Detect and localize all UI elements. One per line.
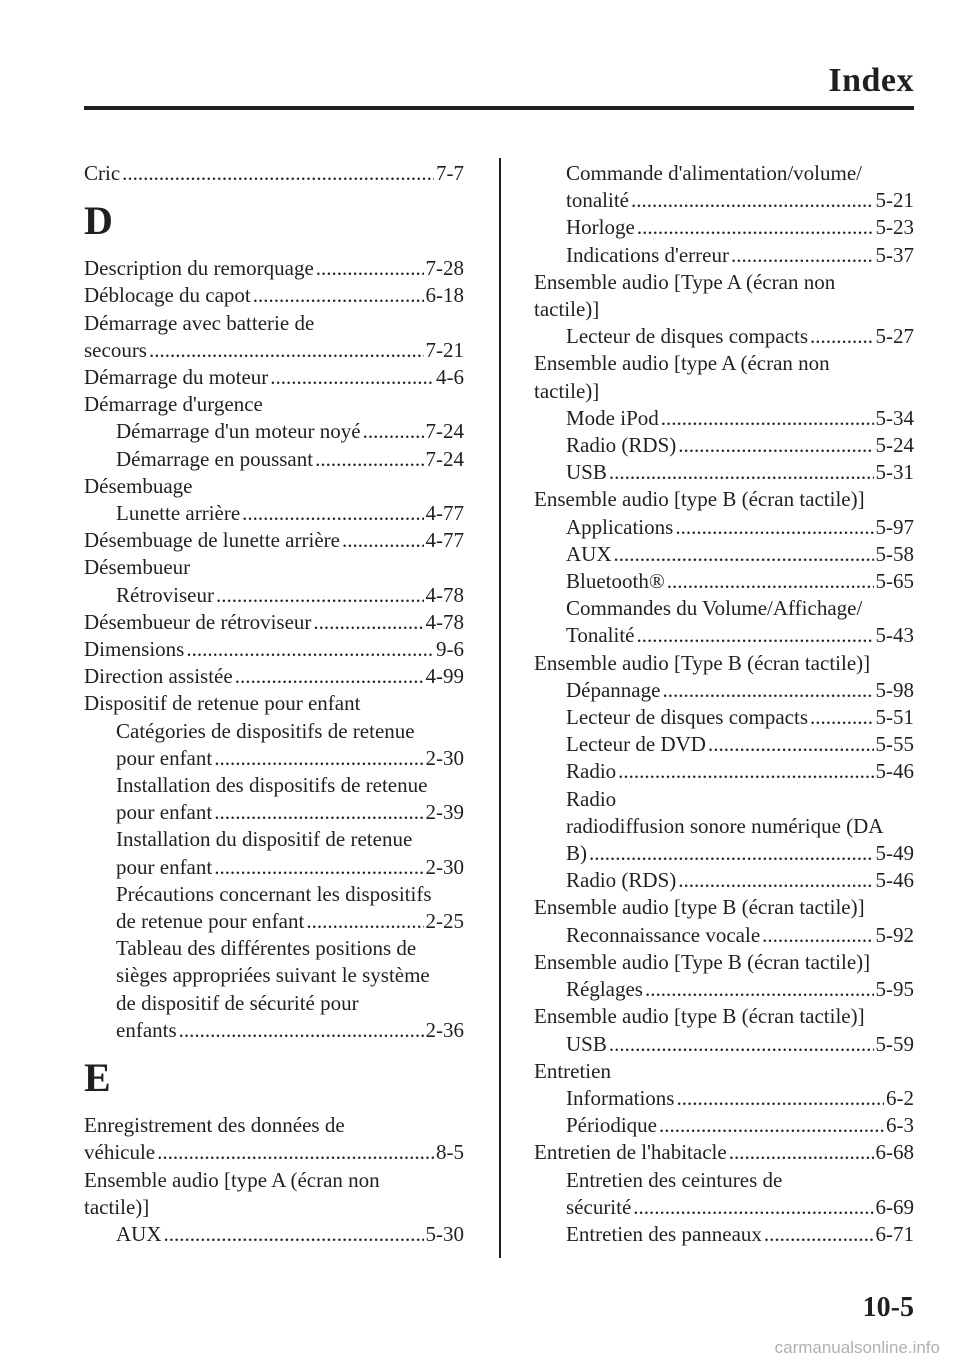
entry-text: Entretien de l'habitacle: [534, 1140, 727, 1165]
entry-heading-text: Ensemble audio [Type B (écran tactile)]: [534, 949, 871, 974]
entry-line: [566, 677, 914, 704]
page-ref: 6-69: [875, 1194, 914, 1219]
page-ref: 5-43: [875, 623, 914, 648]
index-subentry: [534, 1085, 914, 1112]
entry-heading-text: Dispositif de retenue pour enfant: [84, 691, 361, 716]
entry-line: [566, 1221, 914, 1248]
index-entry: [534, 1058, 914, 1085]
entry-text: Tonalité: [566, 623, 635, 648]
index-entry: [534, 1139, 914, 1166]
entry-text: Réglages: [566, 977, 643, 1002]
entry-line: [116, 582, 464, 609]
index-subentry: [84, 772, 464, 826]
dot-leader: [306, 908, 423, 935]
entry-line: [116, 854, 464, 881]
index-entry: [534, 949, 914, 976]
page-ref: 2-39: [425, 800, 464, 825]
dot-leader: [214, 854, 423, 881]
entry-text: véhicule: [84, 1140, 156, 1165]
page-number: 10-5: [862, 1292, 914, 1323]
entry-line: [566, 541, 914, 568]
index-subentry: [84, 446, 464, 473]
entry-text: Périodique: [566, 1113, 657, 1138]
entry-line: [84, 364, 464, 391]
index-subentry: [534, 514, 914, 541]
entry-text: Lunette arrière: [116, 501, 241, 526]
entry-text: Applications: [566, 514, 674, 539]
index-entry: [84, 1167, 464, 1194]
entry-text: Horloge: [566, 215, 635, 240]
index-subentry: [84, 418, 464, 445]
entry-text-line: Catégories de dispositifs de retenue: [116, 718, 415, 743]
dot-leader: [678, 867, 873, 894]
index-subentry: [84, 935, 464, 1044]
dot-leader: [614, 541, 874, 568]
index-column-right: [534, 160, 914, 1248]
entry-text: pour enfant: [116, 745, 213, 770]
entry-line: [566, 1194, 914, 1221]
page-ref: 5-55: [875, 732, 914, 757]
page-ref: 7-24: [425, 446, 464, 471]
dot-leader: [609, 459, 874, 486]
index-subentry: [534, 731, 914, 758]
entry-heading-text: tactile)]: [534, 297, 600, 322]
dot-leader: [214, 799, 423, 826]
entry-heading-text: Ensemble audio [Type A (écran non: [534, 269, 836, 294]
index-subentry: [84, 826, 464, 880]
entry-text: Bluetooth®: [566, 569, 665, 594]
page-ref: 5-92: [875, 922, 914, 947]
index-entry: [534, 1003, 914, 1030]
entry-text: Démarrage en poussant: [116, 446, 314, 471]
page-ref: 5-21: [875, 188, 914, 213]
index-subentry: [84, 881, 464, 935]
dot-leader: [764, 1221, 874, 1248]
entry-line: [566, 840, 914, 867]
page-ref: 7-21: [425, 337, 464, 362]
page-ref: 5-95: [875, 977, 914, 1002]
entry-line: [566, 758, 914, 785]
column-divider: [499, 158, 501, 1258]
index-entry: [84, 527, 464, 554]
index-entry: [84, 310, 464, 364]
entry-line: [566, 405, 914, 432]
entry-heading-text: tactile)]: [534, 378, 600, 403]
entry-line: [566, 323, 914, 350]
entry-line: [116, 908, 464, 935]
dot-leader: [313, 609, 423, 636]
page-ref: 4-77: [425, 501, 464, 526]
entry-text: Démarrage du moteur: [84, 365, 269, 390]
entry-text: Radio (RDS): [566, 433, 677, 458]
index-subentry: [534, 867, 914, 894]
entry-heading-text: Ensemble audio [type B (écran tactile)]: [534, 895, 865, 920]
entry-line: [566, 704, 914, 731]
entry-text: Entretien des panneaux: [566, 1221, 762, 1246]
index-entry: [84, 1194, 464, 1221]
entry-text-line: de dispositif de sécurité pour: [116, 990, 359, 1015]
entry-text: Dépannage: [566, 677, 661, 702]
entry-text: Radio: [566, 759, 617, 784]
entry-line: [116, 1017, 464, 1044]
entry-text-line: sièges appropriées suivant le système: [116, 963, 430, 988]
dot-leader: [242, 500, 423, 527]
dot-leader: [678, 432, 873, 459]
page-ref: 2-25: [425, 909, 464, 934]
index-entry: [84, 282, 464, 309]
page-ref: 4-77: [425, 528, 464, 553]
entry-text: USB: [566, 1031, 607, 1056]
page-ref: 5-59: [875, 1031, 914, 1056]
dot-leader: [270, 364, 434, 391]
entry-text: de retenue pour enfant: [116, 909, 305, 934]
index-subentry: [534, 1112, 914, 1139]
entry-text-line: Enregistrement des données de: [84, 1113, 345, 1138]
entry-line: [566, 1085, 914, 1112]
index-subentry: [534, 1031, 914, 1058]
index-subentry: [84, 718, 464, 772]
dot-leader: [315, 446, 423, 473]
index-column-left: [84, 160, 464, 1248]
index-entry: [84, 255, 464, 282]
index-subentry: [84, 582, 464, 609]
entry-line: [116, 799, 464, 826]
page-ref: 2-30: [425, 854, 464, 879]
entry-heading-text: Désembueur: [84, 555, 191, 580]
entry-line: [84, 636, 464, 663]
entry-text-line: Entretien des ceintures de: [566, 1167, 783, 1192]
entry-line: [116, 418, 464, 445]
index-subentry: [534, 160, 914, 214]
entry-text-line: Installation du dispositif de retenue: [116, 827, 413, 852]
entry-line: [116, 1221, 464, 1248]
entry-heading-text: Entretien: [534, 1058, 611, 1083]
index-entry: [84, 690, 464, 717]
index-entry: [534, 894, 914, 921]
entry-text: Rétroviseur: [116, 582, 214, 607]
page-ref: 4-99: [425, 664, 464, 689]
index-subentry: [534, 242, 914, 269]
index-entry: [84, 554, 464, 581]
entry-heading-text: Ensemble audio [type A (écran non: [534, 351, 830, 376]
entry-text: AUX: [116, 1221, 162, 1246]
entry-text: Déblocage du capot: [84, 283, 251, 308]
page-title: Index: [828, 62, 914, 99]
entry-text-line: Commande d'alimentation/volume/: [566, 161, 862, 185]
entry-text: sécurité: [566, 1194, 632, 1219]
page-ref: 4-6: [436, 365, 464, 390]
entry-text: Indications d'erreur: [566, 242, 729, 267]
dot-leader: [661, 405, 874, 432]
entry-line: [566, 432, 914, 459]
index-entry: [534, 269, 914, 296]
index-entry: [84, 364, 464, 391]
page-ref: 6-3: [886, 1113, 914, 1138]
page-ref: 5-97: [875, 514, 914, 539]
page-ref: 5-58: [875, 541, 914, 566]
page-ref: 5-30: [425, 1221, 464, 1246]
entry-text-line: radiodiffusion sonore numérique (DA: [566, 813, 884, 838]
entry-text: AUX: [566, 541, 612, 566]
page-ref: 5-98: [875, 677, 914, 702]
index-subentry: [534, 459, 914, 486]
entry-heading-text: Désembuage: [84, 473, 193, 498]
dot-leader: [179, 1017, 424, 1044]
page-ref: 5-31: [875, 460, 914, 485]
section-letter: E: [84, 1055, 111, 1101]
entry-heading-text: Ensemble audio [type B (écran tactile)]: [534, 487, 865, 512]
page-ref: 6-18: [425, 283, 464, 308]
entry-text: pour enfant: [116, 854, 213, 879]
dot-leader: [186, 636, 434, 663]
entry-line: [116, 500, 464, 527]
entry-text: Radio (RDS): [566, 868, 677, 893]
dot-leader: [729, 1139, 874, 1166]
dot-leader: [810, 323, 874, 350]
dot-leader: [609, 1031, 874, 1058]
index-subentry: [534, 1167, 914, 1221]
dot-leader: [157, 1139, 434, 1166]
dot-leader: [214, 745, 423, 772]
page-ref: 6-2: [886, 1085, 914, 1110]
index-subentry: [534, 758, 914, 785]
dot-leader: [810, 704, 874, 731]
page-ref: 7-24: [425, 419, 464, 444]
entry-line: [566, 187, 914, 214]
page-ref: 7-7: [436, 161, 464, 185]
index-subentry: [534, 704, 914, 731]
entry-line: [84, 527, 464, 554]
dot-leader: [122, 160, 434, 187]
entry-line: [116, 446, 464, 473]
index-subentry: [534, 976, 914, 1003]
entry-line: [566, 867, 914, 894]
entry-heading-text: Ensemble audio [type A (écran non: [84, 1167, 380, 1192]
entry-line: [84, 609, 464, 636]
watermark: carmanualsonline.info: [774, 1338, 940, 1357]
index-subentry: [534, 922, 914, 949]
entry-text: Lecteur de DVD: [566, 732, 706, 757]
index-entry: [84, 636, 464, 663]
index-entry: [534, 296, 914, 323]
entry-text-line: Commandes du Volume/Affichage/: [566, 596, 863, 621]
index-entry: [84, 663, 464, 690]
index-entry: [84, 609, 464, 636]
page-ref: 5-49: [875, 841, 914, 866]
dot-leader: [667, 568, 874, 595]
index-entry: [84, 473, 464, 500]
dot-leader: [633, 1194, 873, 1221]
entry-text: tonalité: [566, 188, 629, 213]
index-subentry: [534, 541, 914, 568]
entry-line: [566, 514, 914, 541]
index-subentry: [534, 1221, 914, 1248]
index-subentry: [84, 500, 464, 527]
index-subentry: [534, 214, 914, 241]
entry-text: Cric: [84, 161, 121, 185]
page-ref: 4-78: [425, 582, 464, 607]
entry-line: [84, 255, 464, 282]
entry-line: [566, 731, 914, 758]
entry-text: Désembueur de rétroviseur: [84, 609, 312, 634]
entry-text: Dimensions: [84, 637, 185, 662]
section-letter: D: [84, 198, 113, 244]
index-subentry: [534, 677, 914, 704]
page-ref: 2-36: [425, 1017, 464, 1042]
index-subentry: [534, 405, 914, 432]
index-entry: [534, 350, 914, 377]
page-ref: 9-6: [436, 637, 464, 662]
entry-text: enfants: [116, 1017, 177, 1042]
dot-leader: [216, 582, 424, 609]
entry-line: [534, 1139, 914, 1166]
index-subentry: [534, 323, 914, 350]
entry-text-line: Démarrage avec batterie de: [84, 310, 315, 335]
dot-leader: [637, 622, 874, 649]
entry-text: secours: [84, 337, 147, 362]
entry-text: USB: [566, 460, 607, 485]
page-ref: 7-28: [425, 256, 464, 281]
index-entry: [84, 391, 464, 418]
page-ref: 5-34: [875, 405, 914, 430]
entry-text: Lecteur de disques compacts: [566, 324, 808, 349]
dot-leader: [659, 1112, 884, 1139]
entry-heading-text: Ensemble audio [Type B (écran tactile)]: [534, 650, 871, 675]
entry-text: pour enfant: [116, 800, 213, 825]
dot-leader: [645, 976, 874, 1003]
dot-leader: [316, 255, 424, 282]
dot-leader: [149, 337, 424, 364]
index-entry: [534, 486, 914, 513]
entry-text: Démarrage d'un moteur noyé: [116, 419, 361, 444]
entry-text: Mode iPod: [566, 405, 659, 430]
entry-heading-text: Démarrage d'urgence: [84, 392, 263, 417]
entry-text: Informations: [566, 1085, 675, 1110]
page-ref: 5-37: [875, 242, 914, 267]
page-ref: 5-46: [875, 868, 914, 893]
dot-leader: [618, 758, 873, 785]
dot-leader: [708, 731, 874, 758]
dot-leader: [342, 527, 424, 554]
entry-line: [566, 214, 914, 241]
page-ref: 5-51: [875, 705, 914, 730]
dot-leader: [235, 663, 424, 690]
dot-leader: [662, 677, 873, 704]
page-ref: 6-71: [875, 1221, 914, 1246]
dot-leader: [731, 242, 874, 269]
dot-leader: [164, 1221, 424, 1248]
entry-text: Direction assistée: [84, 664, 233, 689]
index-subentry: [534, 786, 914, 868]
entry-line: [566, 459, 914, 486]
header-rule: [84, 106, 914, 110]
dot-leader: [589, 840, 874, 867]
entry-line: [566, 242, 914, 269]
entry-line: [566, 922, 914, 949]
dot-leader: [253, 282, 424, 309]
page-ref: 8-5: [436, 1140, 464, 1165]
dot-leader: [676, 1085, 884, 1112]
entry-heading-text: tactile)]: [84, 1194, 150, 1219]
dot-leader: [363, 418, 424, 445]
page-ref: 5-27: [875, 324, 914, 349]
entry-text-line: Radio: [566, 786, 617, 811]
entry-line: [566, 568, 914, 595]
entry-text-line: Précautions concernant les dispositifs: [116, 881, 432, 906]
entry-text-line: Tableau des différentes positions de: [116, 936, 417, 961]
index-subentry: [534, 568, 914, 595]
page-ref: 5-46: [875, 759, 914, 784]
entry-text: Reconnaissance vocale: [566, 922, 761, 947]
entry-text-line: Installation des dispositifs de retenue: [116, 773, 428, 798]
index-entry: [84, 1112, 464, 1166]
page-ref: 2-30: [425, 745, 464, 770]
index-entry: [84, 160, 464, 187]
entry-line: [566, 976, 914, 1003]
entry-line: [566, 1112, 914, 1139]
dot-leader: [675, 514, 873, 541]
page-ref: 6-68: [875, 1140, 914, 1165]
entry-line: [84, 160, 464, 187]
entry-text: Lecteur de disques compacts: [566, 705, 808, 730]
page-ref: 4-78: [425, 609, 464, 634]
dot-leader: [631, 187, 874, 214]
index-subentry: [84, 1221, 464, 1248]
index-entry: [534, 378, 914, 405]
entry-heading-text: Ensemble audio [type B (écran tactile)]: [534, 1004, 865, 1029]
entry-text: Description du remorquage: [84, 256, 314, 281]
page-ref: 5-24: [875, 433, 914, 458]
entry-line: [84, 663, 464, 690]
entry-line: [566, 622, 914, 649]
page-ref: 5-65: [875, 569, 914, 594]
dot-leader: [762, 922, 873, 949]
entry-line: [566, 1031, 914, 1058]
index-entry: [534, 650, 914, 677]
page-ref: 5-23: [875, 215, 914, 240]
entry-text: B): [566, 841, 587, 866]
entry-line: [116, 745, 464, 772]
entry-line: [84, 282, 464, 309]
entry-line: [84, 337, 464, 364]
entry-line: [84, 1139, 464, 1166]
index-subentry: [534, 432, 914, 459]
entry-text: Désembuage de lunette arrière: [84, 528, 340, 553]
dot-leader: [637, 214, 874, 241]
index-subentry: [534, 595, 914, 649]
